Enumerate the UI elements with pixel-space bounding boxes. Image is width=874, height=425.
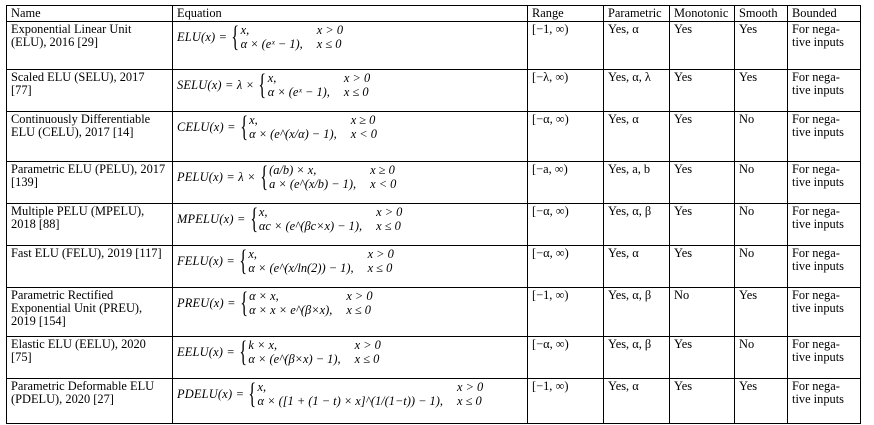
header-range: Range: [528, 6, 604, 22]
case-condition-2: x ≤ 0: [316, 37, 342, 51]
equation-lhs: ELU(x) =: [177, 29, 228, 44]
smooth-cell: Yes: [735, 379, 788, 424]
bounded-cell: For nega-tive inputs: [788, 246, 861, 288]
table-row: [7, 288, 861, 337]
equation: [177, 20, 523, 53]
case-expression-2: αc × (e^(βc×x) − 1),: [258, 219, 363, 233]
equation: [177, 244, 523, 277]
case-expression-1: k × x,: [248, 338, 278, 352]
bounded-cell: For nega-tive inputs: [788, 379, 861, 424]
parametric-cell: Yes, α, β: [604, 337, 670, 379]
case-condition-1: x > 0: [367, 247, 394, 261]
function-name: Parametric Deformable ELU (PDELU), 2020 [27]: [7, 379, 173, 424]
equation-lhs: CELU(x) =: [177, 119, 236, 134]
range-cell: [−λ, ∞): [528, 70, 604, 112]
equation-lhs: SELU(x) = λ ×: [177, 77, 255, 92]
case-condition-1: x > 0: [316, 23, 344, 37]
smooth-cell: Yes: [735, 70, 788, 112]
equation: [177, 335, 523, 368]
table-row: [7, 162, 861, 204]
case-expression-2: α × (eˣ − 1),: [267, 85, 330, 99]
function-name: Elastic ELU (EELU), 2020 [75]: [7, 337, 173, 379]
smooth-cell: No: [735, 204, 788, 246]
equation-cell: [173, 288, 528, 337]
monotonic-cell: Yes: [670, 246, 735, 288]
smooth-cell: No: [735, 162, 788, 204]
bounded-cell: For nega-tive inputs: [788, 288, 861, 337]
case-condition-1: x > 0: [346, 289, 373, 303]
equation-lhs: MPELU(x) =: [177, 211, 246, 226]
smooth-cell: No: [735, 337, 788, 379]
smooth-cell: Yes: [735, 22, 788, 70]
left-brace-symbol: {: [231, 20, 240, 53]
table-row: [7, 246, 861, 288]
left-brace-symbol: {: [258, 68, 267, 101]
equation-cases: [249, 289, 373, 317]
function-name: Continuously Differentiable ELU (CELU), 2017 [14]: [7, 112, 173, 162]
equation-cell: [173, 70, 528, 112]
range-cell: [−α, ∞): [528, 204, 604, 246]
case-expression-1: (a/b) × x,: [269, 163, 317, 177]
parametric-cell: Yes, a, b: [604, 162, 670, 204]
bounded-cell: For nega-tive inputs: [788, 112, 861, 162]
header-monotonic: Monotonic: [670, 6, 735, 22]
parametric-cell: Yes, α: [604, 379, 670, 424]
bounded-cell: For nega-tive inputs: [788, 162, 861, 204]
range-cell: [−1, ∞): [528, 379, 604, 424]
function-name: Scaled ELU (SELU), 2017 [77]: [7, 70, 173, 112]
case-condition-2: x ≤ 0: [376, 219, 401, 233]
case-condition-2: x < 0: [370, 177, 397, 191]
equation-cases: [259, 205, 402, 233]
case-expression-1: x,: [240, 23, 250, 37]
case-condition-1: x ≥ 0: [350, 113, 376, 127]
left-brace-symbol: {: [239, 286, 248, 319]
table-row: [7, 112, 861, 162]
monotonic-cell: Yes: [670, 162, 735, 204]
parametric-cell: Yes, α, λ: [604, 70, 670, 112]
bounded-cell: For nega-tive inputs: [788, 70, 861, 112]
equation-lhs: PREU(x) =: [177, 295, 236, 310]
equation-lhs: FELU(x) =: [177, 253, 235, 268]
case-expression-1: x,: [248, 247, 258, 261]
equation-cases: [248, 247, 393, 275]
table-row: [7, 337, 861, 379]
case-expression-1: x,: [257, 380, 267, 394]
equation-cell: [173, 379, 528, 424]
function-name: Fast ELU (FELU), 2019 [117]: [7, 246, 173, 288]
smooth-cell: Yes: [735, 288, 788, 337]
equation-cases: [268, 71, 370, 99]
left-brace-symbol: {: [248, 377, 257, 410]
equation-cases: [249, 113, 377, 141]
range-cell: [−α, ∞): [528, 112, 604, 162]
header-bounded: Bounded: [788, 6, 861, 22]
function-name: Parametric Rectified Exponential Unit (PREU), 2019 [154]: [7, 288, 173, 337]
case-condition-1: x > 0: [376, 205, 403, 219]
parametric-cell: Yes, α: [604, 112, 670, 162]
monotonic-cell: No: [670, 288, 735, 337]
bounded-cell: For nega-tive inputs: [788, 204, 861, 246]
equation-lhs: PELU(x) = λ ×: [177, 169, 256, 184]
function-name: Exponential Linear Unit (ELU), 2016 [29]: [7, 22, 173, 70]
case-condition-2: x ≤ 0: [343, 85, 369, 99]
bounded-cell: For nega-tive inputs: [788, 22, 861, 70]
case-condition-1: x > 0: [456, 380, 484, 394]
case-expression-2: α × (eˣ − 1),: [240, 37, 303, 51]
table-row: [7, 22, 861, 70]
table-row: [7, 379, 861, 424]
activation-function-table: [6, 5, 861, 424]
header-smooth: Smooth: [735, 6, 788, 22]
monotonic-cell: Yes: [670, 337, 735, 379]
equation-cases: [269, 163, 396, 191]
equation-cell: [173, 337, 528, 379]
parametric-cell: Yes, α, β: [604, 204, 670, 246]
case-condition-2: x ≤ 0: [354, 352, 380, 366]
monotonic-cell: Yes: [670, 204, 735, 246]
equation-cases: [258, 380, 484, 408]
table-row: [7, 204, 861, 246]
header-equation: Equation: [173, 6, 528, 22]
case-condition-1: x > 0: [354, 338, 381, 352]
monotonic-cell: Yes: [670, 70, 735, 112]
monotonic-cell: Yes: [670, 112, 735, 162]
case-expression-2: α × (e^(x/ln(2)) − 1),: [248, 261, 354, 275]
function-name: Parametric ELU (PELU), 2017 [139]: [7, 162, 173, 204]
left-brace-symbol: {: [259, 160, 268, 193]
equation-lhs: EELU(x) =: [177, 344, 235, 359]
parametric-cell: Yes, α, β: [604, 288, 670, 337]
case-expression-1: x,: [249, 113, 258, 127]
parametric-cell: Yes, α: [604, 22, 670, 70]
equation: [177, 377, 523, 410]
case-expression-2: a × (e^(x/b) − 1),: [269, 177, 357, 191]
equation-cell: [173, 204, 528, 246]
smooth-cell: No: [735, 246, 788, 288]
left-brace-symbol: {: [239, 110, 248, 143]
header-name: Name: [7, 6, 173, 22]
range-cell: [−a, ∞): [528, 162, 604, 204]
range-cell: [−1, ∞): [528, 288, 604, 337]
equation: [177, 286, 523, 319]
case-condition-2: x ≤ 0: [367, 261, 393, 275]
table-container: [6, 5, 861, 424]
case-condition-1: x ≥ 0: [370, 163, 395, 177]
case-expression-1: α × x,: [249, 289, 279, 303]
left-brace-symbol: {: [249, 202, 258, 235]
table-row: [7, 70, 861, 112]
monotonic-cell: Yes: [670, 379, 735, 424]
range-cell: [−1, ∞): [528, 22, 604, 70]
equation: [177, 68, 523, 101]
range-cell: [−α, ∞): [528, 337, 604, 379]
equation: [177, 202, 523, 235]
bounded-cell: For nega-tive inputs: [788, 337, 861, 379]
case-condition-1: x > 0: [343, 71, 371, 85]
range-cell: [−α, ∞): [528, 246, 604, 288]
header-row: [7, 6, 861, 22]
equation-lhs: PDELU(x) =: [177, 386, 245, 401]
case-expression-1: x,: [267, 71, 277, 85]
case-expression-2: α × ([1 + (1 − t) × x]^(1/(1−t)) − 1),: [257, 394, 443, 408]
equation: [177, 160, 523, 193]
equation-cases: [241, 23, 343, 51]
equation-cell: [173, 22, 528, 70]
function-name: Multiple PELU (MPELU), 2018 [88]: [7, 204, 173, 246]
case-condition-2: x ≤ 0: [456, 394, 482, 408]
parametric-cell: Yes, α: [604, 246, 670, 288]
case-condition-2: x < 0: [350, 127, 377, 141]
case-condition-2: x ≤ 0: [346, 303, 372, 317]
monotonic-cell: Yes: [670, 22, 735, 70]
equation: [177, 110, 523, 143]
left-brace-symbol: {: [239, 244, 248, 277]
case-expression-2: α × (e^(x/α) − 1),: [249, 127, 337, 141]
equation-cell: [173, 112, 528, 162]
smooth-cell: No: [735, 112, 788, 162]
case-expression-2: α × (e^(β×x) − 1),: [248, 352, 341, 366]
equation-cases: [248, 338, 380, 366]
case-expression-2: α × x × e^(β×x),: [249, 303, 333, 317]
equation-cell: [173, 246, 528, 288]
header-parametric: Parametric: [604, 6, 670, 22]
left-brace-symbol: {: [239, 335, 248, 368]
equation-cell: [173, 162, 528, 204]
case-expression-1: x,: [258, 205, 268, 219]
